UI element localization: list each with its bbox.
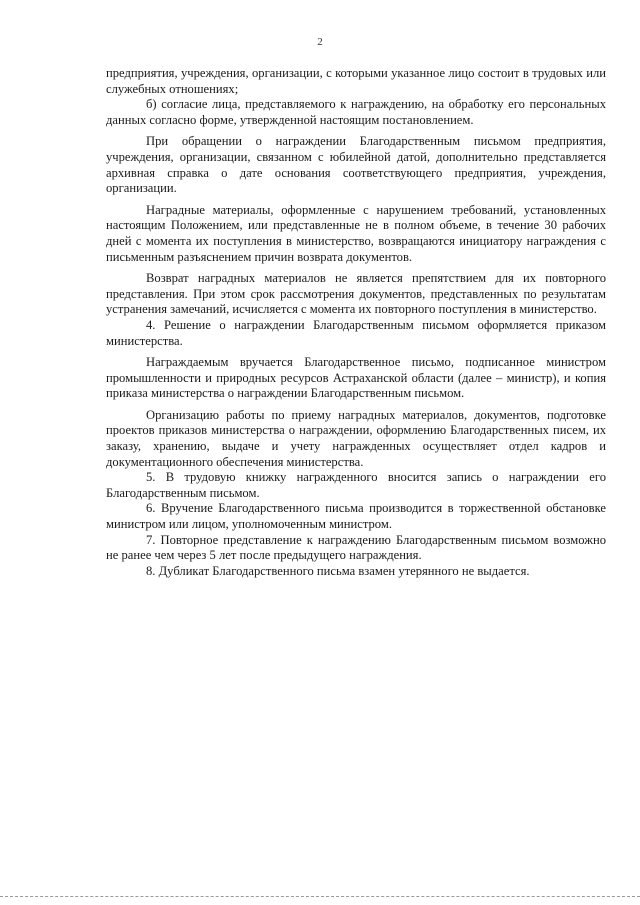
paragraph-consent: б) согласие лица, представляемого к награждению, на обработку его персональных данных согласно форме, утвержденной настоящим постановлением. [106, 97, 606, 127]
paragraph-item-7: 7. Повторное представление к награждению Благодарственным письмом возможно не ранее чем через 5 лет после предыдущего награждения. [106, 532, 606, 563]
paragraph-anniversary: При обращении о награждении Благодарственным письмом предприятия, учреждения, организации, связанном с юбилейной датой, дополнительно представляется архивная справка о дате основания соответствующего предприятия, учреждения, организации. [106, 134, 606, 196]
document-body [106, 66, 606, 579]
paragraph-item-6: 6. Вручение Благодарственного письма производится в торжественной обстановке министром или лицом, уполномоченным министром. [106, 501, 606, 532]
paragraph-item-8: 8. Дубликат Благодарственного письма взамен утерянного не выдается. [146, 563, 530, 578]
paragraph-rejected-materials: Наградные материалы, оформленные с нарушением требований, установленных настоящим Положением, или представленные не в полном объеме, в течение 30 рабочих дней с момента их поступления в министерство, возвращаются инициатору награждения с письменным разъяснением причин возврата документов. [106, 202, 606, 264]
paragraph-resubmission: Возврат наградных материалов не является препятствием для их повторного представления. При этом срок рассмотрения документов, представленных по результатам устранения замечаний, исчисляется с момента их повторного поступления в министерство. [106, 271, 606, 317]
page-bottom-divider [0, 896, 640, 897]
paragraph-organization-work: Организацию работы по приему наградных материалов, документов, подготовке проектов приказов министерства о награждении, оформлению Благодарственных писем, их заказу, хранению, выдаче и учету награжденных осуществляет отдел кадров и документационного обеспечения министерства. [106, 407, 606, 469]
paragraph-continuation: предприятия, учреждения, организации, с которыми указанное лицо состоит в трудовых или служебных отношениях; [106, 66, 606, 96]
paragraph-item-5: 5. В трудовую книжку награжденного вносится запись о награждении его Благодарственным письмом. [106, 470, 606, 500]
paragraph-award-presentation: Награждаемым вручается Благодарственное письмо, подписанное министром промышленности и природных ресурсов Астраханской области (далее – министр), и копия приказа министерства о награждении Благодарственным письмом. [106, 355, 606, 401]
paragraph-item-4: 4. Решение о награждении Благодарственным письмом оформляется приказом министерства. [106, 317, 606, 348]
page-number: 2 [317, 36, 323, 48]
